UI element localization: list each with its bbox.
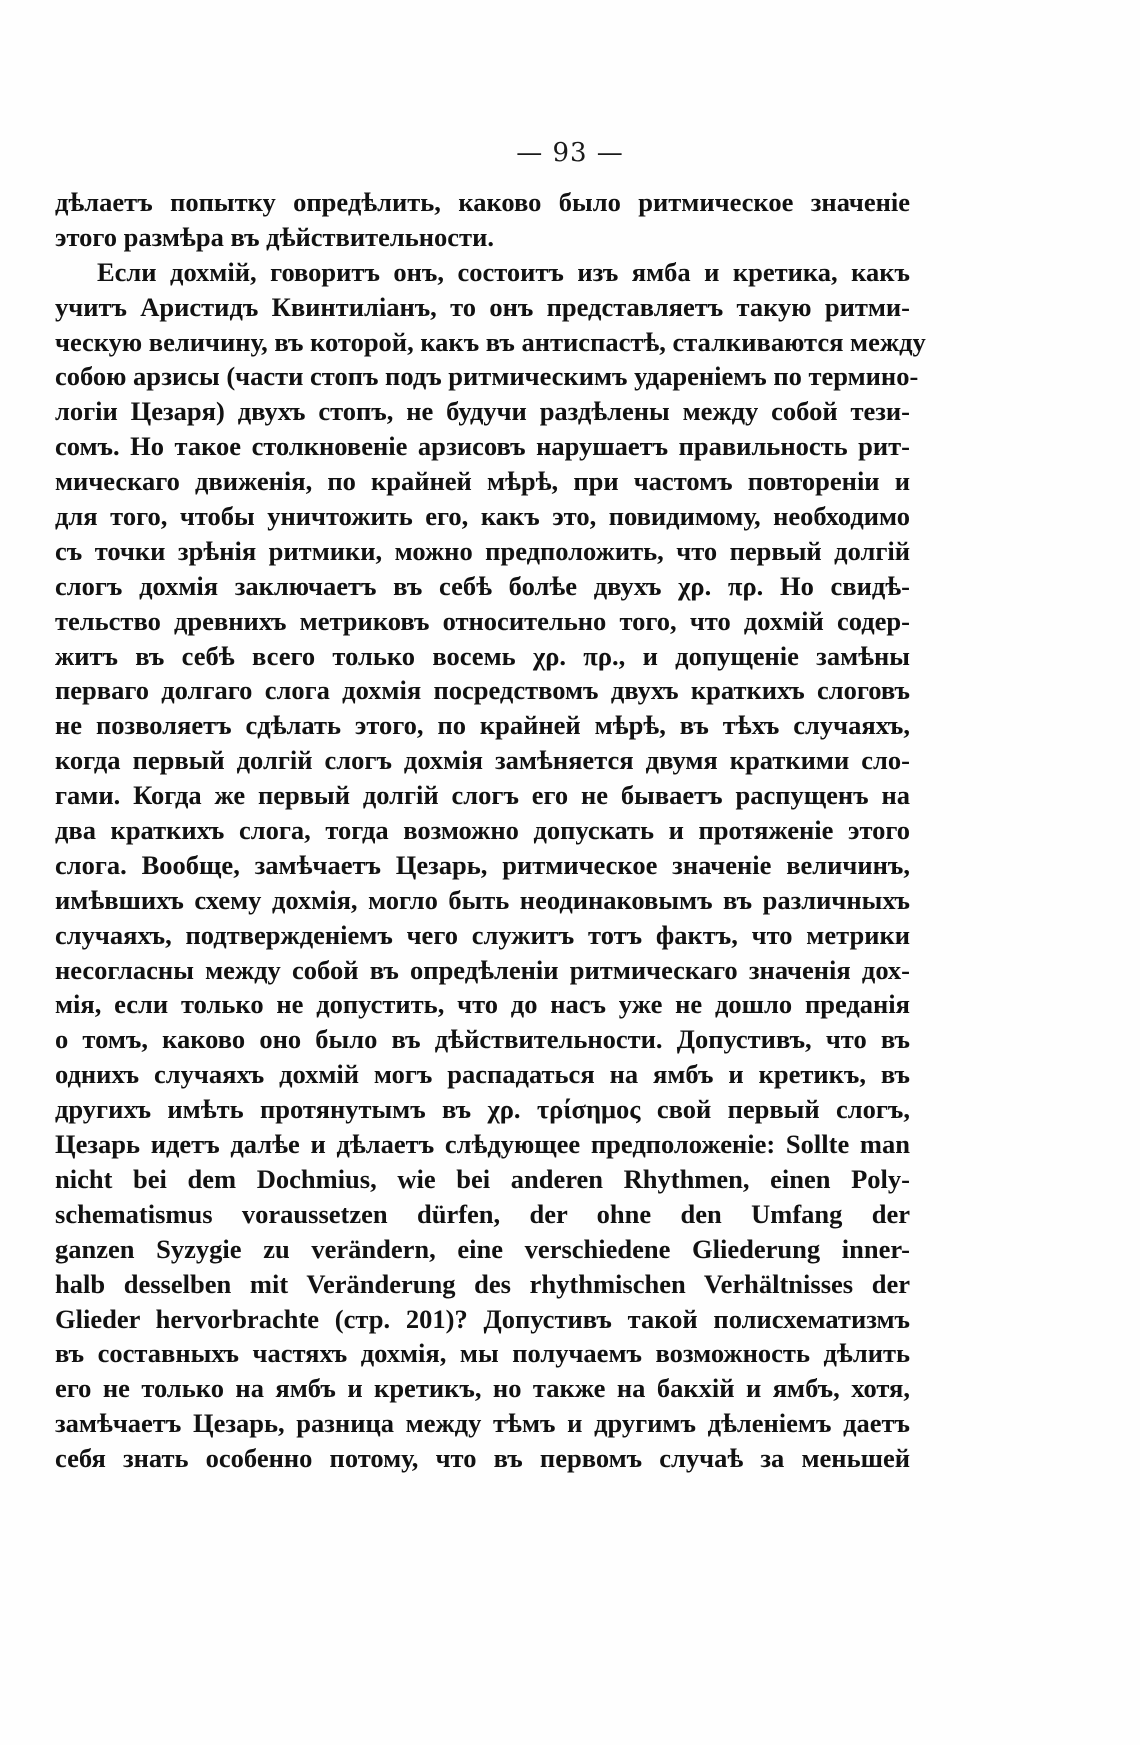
text-line: учитъ Аристидъ Квинтиліанъ, то онъ представляетъ такую ритми- — [55, 291, 910, 322]
text-line: однихъ случаяхъ дохмій могъ распадаться на ямбъ и кретикъ, въ — [55, 1059, 910, 1090]
text-line: не позволяетъ сдѣлать этого, по крайней мѣрѣ, въ тѣхъ случаяхъ, — [55, 710, 910, 741]
page-number: — 93 — — [516, 138, 624, 168]
text-line: гами. Когда же первый долгій слогъ его не бываетъ распущенъ на — [55, 780, 910, 811]
text-line: когда первый долгій слогъ дохмія замѣняется двумя краткими сло- — [55, 745, 910, 776]
text-line: halb desselben mit Veränderung des rhythmischen Verhältnisses der — [55, 1268, 910, 1299]
text-line: житъ въ себѣ всего только восемь χρ. πρ., и допущеніе замѣны — [55, 640, 910, 671]
text-line: ческую величину, въ которой, какъ въ антиспастѣ, сталкиваются между — [55, 326, 926, 357]
text-line: schematismus voraussetzen dürfen, der ohne den Umfang der — [55, 1198, 910, 1229]
text-line: въ составныхъ частяхъ дохмія, мы получаемъ возможность дѣлить — [55, 1338, 910, 1369]
text-line: перваго долгаго слога дохмія посредствомъ двухъ краткихъ слоговъ — [55, 675, 910, 706]
text-line: замѣчаетъ Цезарь, разница между тѣмъ и другимъ дѣленіемъ даетъ — [55, 1408, 910, 1439]
text-line: собою арзисы (части стопъ подъ ритмическимъ удареніемъ по термино- — [55, 361, 919, 392]
text-line: дѣлаетъ попытку опредѣлить, каково было ритмическое значеніе — [55, 187, 910, 217]
text-line: логіи Цезаря) двухъ стопъ, не будучи раздѣлены между собой тези- — [55, 396, 910, 427]
text-line: тельство древнихъ метриковъ относительно того, что дохмій содер- — [55, 605, 910, 636]
text-line: ganzen Syzygie zu verändern, eine verschiedene Gliederung inner- — [55, 1233, 910, 1264]
text-line: его не только на ямбъ и кретикъ, но также на бакхій и ямбъ, хотя, — [55, 1373, 910, 1404]
text-line: Glieder hervorbrachte (стр. 201)? Допустивъ такой полисхематизмъ — [55, 1303, 910, 1334]
text-line: о томъ, каково оно было въ дѣйствительности. Допустивъ, что въ — [55, 1024, 910, 1055]
text-line: для того, чтобы уничтожить его, какъ это, повидимому, необходимо — [55, 501, 910, 532]
text-line: себя знать особенно потому, что въ первомъ случаѣ за меньшей — [55, 1443, 910, 1474]
text-line: два краткихъ слога, тогда возможно допускать и протяженіе этого — [55, 815, 910, 846]
text-line: мическаго движенія, по крайней мѣрѣ, при частомъ повтореніи и — [55, 466, 910, 497]
text-line: съ точки зрѣнія ритмики, можно предположить, что первый долгій — [55, 535, 910, 566]
text-line: мія, если только не допустить, что до насъ уже не дошло преданія — [55, 989, 910, 1020]
text-line: случаяхъ, подтвержденіемъ чего служитъ тотъ фактъ, что метрики — [55, 919, 910, 950]
text-line: Цезарь идетъ далѣе и дѣлаетъ слѣдующее предположеніе: Sollte man — [55, 1129, 910, 1160]
text-line: слога. Вообще, замѣчаетъ Цезарь, ритмическое значеніе величинъ, — [55, 849, 910, 880]
text-line: имѣвшихъ схему дохмія, могло быть неодинаковымъ въ различныхъ — [55, 884, 910, 915]
body-text — [55, 185, 926, 1476]
text-line: несогласны между собой въ опредѣленіи ритмическаго значенія дох- — [55, 954, 910, 985]
text-line: слогъ дохмія заключаетъ въ себѣ болѣе двухъ χρ. πρ. Но свидѣ- — [55, 570, 910, 601]
text-line: другихъ имѣть протянутымъ въ χρ. τρίσημος свой первый слогъ, — [55, 1094, 910, 1125]
text-line: этого размѣра въ дѣйствительности. — [55, 221, 494, 252]
text-line: Если дохмій, говоритъ онъ, состоитъ изъ ямба и кретика, какъ — [97, 256, 910, 287]
text-line: сомъ. Но такое столкновеніе арзисовъ нарушаетъ правильность рит- — [55, 431, 910, 462]
text-line: nicht bei dem Dochmius, wie bei anderen Rhythmen, einen Poly- — [55, 1163, 910, 1194]
